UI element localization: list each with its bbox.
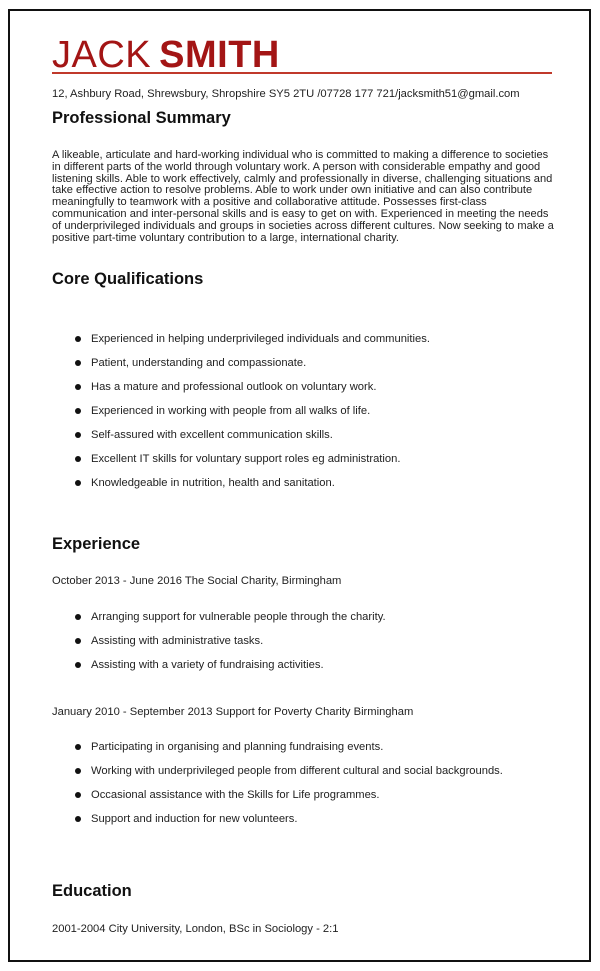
qualifications-list <box>52 332 552 500</box>
job-duties-list <box>52 610 552 682</box>
list-item: Support and induction for new volunteers. <box>52 812 552 836</box>
name-underline <box>52 72 552 74</box>
list-item: Experienced in helping underprivileged individuals and communities. <box>52 332 552 356</box>
contact-details: 12, Ashbury Road, Shrewsbury, Shropshire SY5 2TU /07728 177 721/jacksmith51@gmail.com <box>52 88 520 100</box>
list-item: Working with underprivileged people from different cultural and social backgrounds. <box>52 764 552 788</box>
list-item: Knowledgeable in nutrition, health and sanitation. <box>52 476 552 500</box>
list-item: Experienced in working with people from all walks of life. <box>52 404 552 428</box>
job-heading: October 2013 - June 2016 The Social Charity, Birmingham <box>52 575 342 587</box>
experience-heading: Experience <box>52 535 141 553</box>
list-item: Self-assured with excellent communication skills. <box>52 428 552 452</box>
list-item: Assisting with a variety of fundraising activities. <box>52 658 552 682</box>
list-item: Excellent IT skills for voluntary support roles eg administration. <box>52 452 552 476</box>
education-heading: Education <box>52 882 132 900</box>
qualifications-heading: Core Qualifications <box>52 270 204 288</box>
candidate-name <box>52 34 280 76</box>
summary-text: A likeable, articulate and hard-working individual who is committed to making a difference to societies in different parts of the world through voluntary work. A person with considerable empathy and good listening skills. Able to work effectively, calmly and professionally in diverse, challenging situations and take effective action to resolve problems. Able to work under own initiative and can also contribute meaningfully to teamwork with a positive and collaborative attitude. Possesses first-class communication and inter-personal skills and is easy to get on with. Experienced in meeting the needs of underprivileged individuals and groups in societies across different cultures. Now seeking to make a positive part-time voluntary contribution to a large, international charity. <box>52 149 554 244</box>
summary-heading: Professional Summary <box>52 109 231 127</box>
job-heading: January 2010 - September 2013 Support for Poverty Charity Birmingham <box>52 706 414 718</box>
list-item: Has a mature and professional outlook on voluntary work. <box>52 380 552 404</box>
first-name: JACK <box>52 34 152 76</box>
last-name: SMITH <box>159 34 280 76</box>
education-entry: 2001-2004 City University, London, BSc in Sociology - 2:1 <box>52 923 339 935</box>
list-item: Participating in organising and planning fundraising events. <box>52 740 552 764</box>
list-item: Arranging support for vulnerable people through the charity. <box>52 610 552 634</box>
list-item: Occasional assistance with the Skills for Life programmes. <box>52 788 552 812</box>
list-item: Assisting with administrative tasks. <box>52 634 552 658</box>
list-item: Patient, understanding and compassionate. <box>52 356 552 380</box>
job-duties-list <box>52 740 552 836</box>
